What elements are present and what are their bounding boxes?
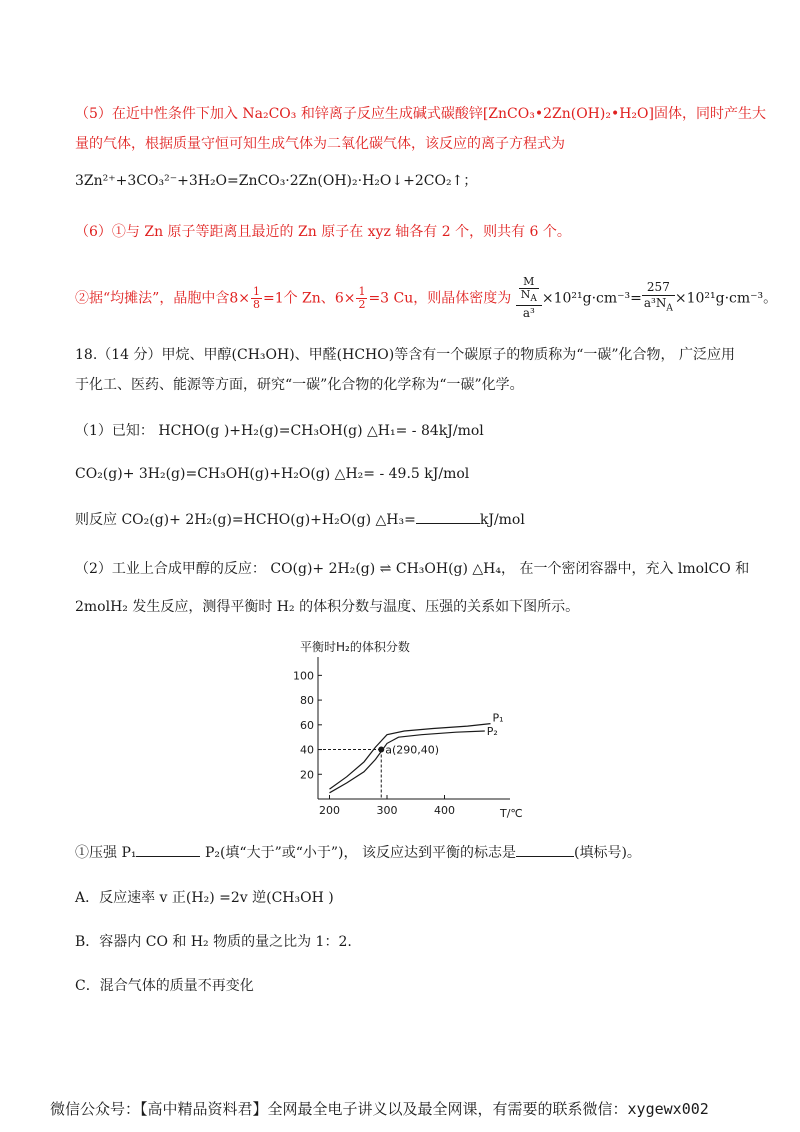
footer-wechat-id: xygewx002	[627, 1100, 709, 1118]
text-segment: (填标号)。	[573, 845, 641, 861]
q18-part1-line3	[75, 510, 525, 530]
text-segment: P₂(填“大于”或“小于”)， 该反应达到平衡的标志是	[204, 845, 516, 861]
text-segment: 则反应 CO₂(g)+ 2H₂(g)=HCHO(g)+H₂O(g) △H₃=	[75, 512, 416, 528]
q18-intro-line2: 于化工、医药、能源等方面，研究“一碳”化合物的化学称为“一碳”化学。	[75, 377, 524, 393]
y-tick-label: 100	[293, 669, 314, 683]
q17-part6-line1: （6）①与 Zn 原子等距离且最近的 Zn 原子在 xyz 轴各有 2 个，则共有 6 个。	[75, 224, 571, 240]
fraction-one-eighth	[251, 286, 262, 311]
text-segment: ①压强 P₁	[75, 845, 137, 861]
series-label-2: P₂	[486, 725, 498, 738]
footer-text	[50, 1098, 709, 1119]
q18-part1-line1: （1）已知： HCHO(g )+H₂(g)=CH₃OH(g) △H₁= - 84kJ/mol	[75, 423, 484, 439]
h2-volume-fraction-chart	[290, 635, 523, 825]
density-fraction	[516, 276, 542, 321]
m-symbol: M	[519, 276, 539, 289]
text-segment: kJ/mol	[479, 512, 525, 528]
m-over-na	[519, 276, 539, 305]
fraction-denominator: 8	[252, 298, 260, 312]
q17-part5-line1: （5）在近中性条件下加入 Na₂CO₃ 和锌离子反应生成碱式碳酸锌[ZnCO₃•2Zn(OH)₂•H₂O]固体，同时产生大	[75, 106, 766, 122]
text-segment: ×10²¹g·cm⁻³=	[541, 290, 642, 307]
q17-equation: 3Zn²⁺+3CO₃²⁻+3H₂O=ZnCO₃·2Zn(OH)₂·H₂O↓+2CO₂↑；	[75, 173, 478, 189]
density-fraction-2	[642, 280, 675, 316]
answer-blank[interactable]	[136, 856, 200, 857]
y-tick-label: 60	[300, 718, 314, 732]
q17-part6-line2	[75, 276, 777, 321]
y-tick-label: 80	[300, 694, 314, 708]
option-c: C．混合气体的质量不再变化	[75, 978, 254, 994]
option-a: A．反应速率 v 正(H₂) =2v 逆(CH₃OH )	[75, 890, 334, 906]
fraction-denominator: 2	[358, 298, 366, 312]
series-line-2	[330, 731, 485, 793]
y-tick-label: 20	[300, 768, 314, 782]
density-denominator: a³	[522, 306, 535, 321]
q17-part5-line2: 量的气体，根据质量守恒可知生成气体为二氧化碳气体，该反应的离子方程式为	[75, 136, 565, 152]
series-label-1: P₁	[492, 711, 504, 725]
na-symbol: $N_A$	[520, 288, 537, 305]
text-segment: =1个 Zn、	[262, 290, 335, 307]
q18-intro-line1: 18.（14 分）甲烷、甲醇(CH₃OH)、甲醛(HCHO)等含有一个碳原子的物质称为“一碳”化合物， 广泛应用	[75, 347, 735, 363]
y-tick-label: 40	[300, 743, 314, 757]
density2-denominator: $a^3N_A$	[643, 296, 673, 314]
answer-blank[interactable]	[416, 523, 480, 524]
text-segment: 8×	[229, 290, 250, 307]
text-segment: ×10²¹g·cm⁻³。	[674, 290, 778, 307]
text-segment: 6×	[334, 290, 356, 307]
chart-title: 平衡时H₂的体积分数	[300, 640, 410, 654]
q18-part2-line2: 2molH₂ 发生反应，测得平衡时 H₂ 的体积分数与温度、压强的关系如下图所示。	[75, 599, 580, 615]
point-a-marker	[378, 747, 384, 753]
answer-blank[interactable]	[516, 856, 574, 857]
x-tick-label: 300	[376, 804, 398, 817]
option-b: B．容器内 CO 和 H₂ 物质的量之比为 1：2.	[75, 934, 352, 950]
x-tick-label: 200	[319, 804, 340, 817]
fraction-numerator: 1	[252, 285, 260, 299]
fraction-one-half	[356, 286, 367, 311]
q18-part2-line1: （2）工业上合成甲醇的反应： CO(g)+ 2H₂(g) ⇌ CH₃OH(g) △H₄， 在一个密闭容器中，充入 lmolCO 和	[75, 561, 750, 577]
density-numerator	[516, 276, 542, 306]
text-segment: ②据“均摊法”，晶胞中含	[75, 290, 230, 307]
x-axis-label: T/℃	[500, 807, 523, 820]
density2-numerator: 257	[642, 280, 675, 296]
x-tick-label: 400	[434, 804, 455, 817]
text-segment: =3 Cu，则晶体密度为	[368, 290, 512, 307]
footer-text-main: 微信公众号：【高中精品资料君】全网最全电子讲义以及最全网课，有需要的联系微信：	[50, 1100, 628, 1118]
q18-question-line	[75, 843, 641, 863]
fraction-numerator: 1	[358, 285, 366, 299]
q18-part1-line2: CO₂(g)+ 3H₂(g)=CH₃OH(g)+H₂O(g) △H₂= - 49.5 kJ/mol	[75, 466, 470, 482]
point-a-label: a(290,40)	[385, 743, 440, 757]
